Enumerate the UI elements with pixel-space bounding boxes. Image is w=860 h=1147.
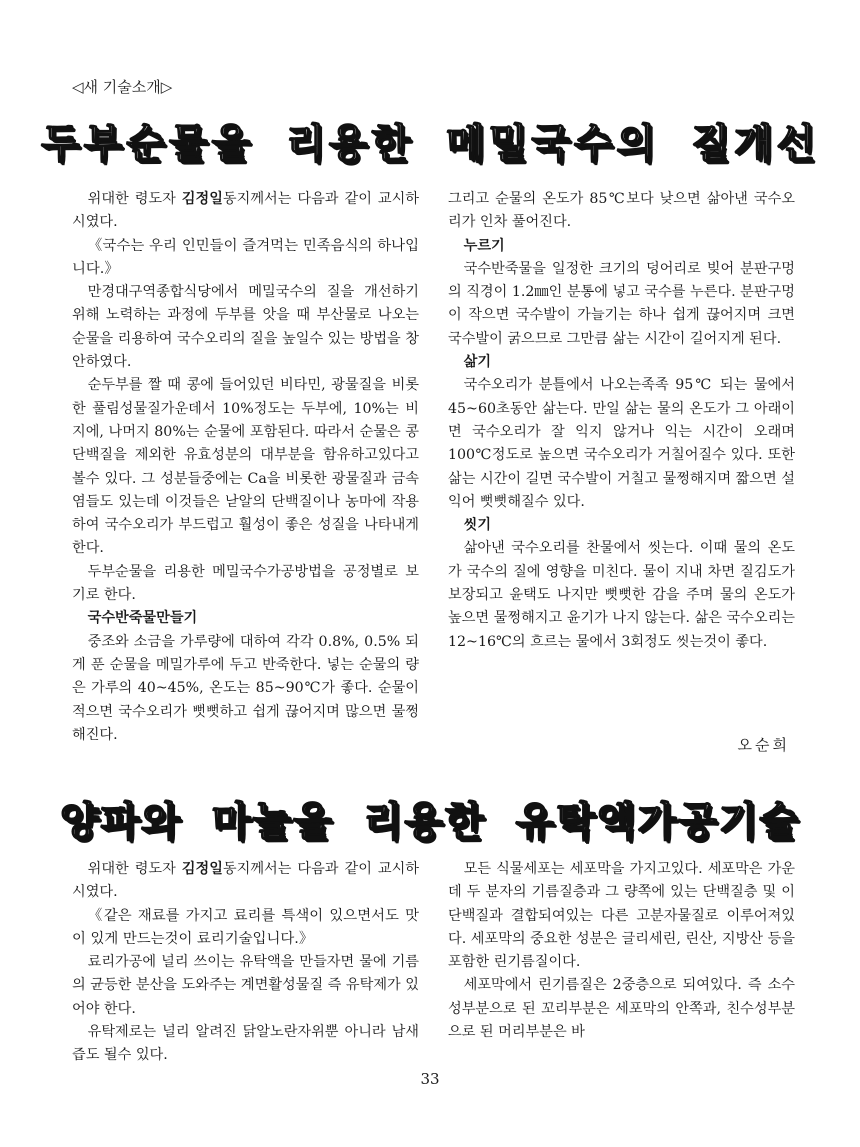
article1-title: 두부순물을 리용한 메밀국수의 질개선 — [40, 121, 820, 167]
paragraph — [72, 188, 419, 235]
text: 위대한 령도자 — [87, 191, 182, 207]
text: 동지께서는 다음과 같이 교시하시였다. — [72, 191, 419, 231]
article1-right-column — [448, 188, 795, 654]
leader-name: 김정일 — [181, 861, 223, 877]
paragraph: 순두부를 짤 때 콩에 들어있던 비타민, 광물질을 비롯한 풀림성물질가운데서 10%정도는 두부에, 10%는 비지에, 나머지 80%는 순물에 포함된다. 따라서 순물은 콩단백질을 제외한 유효성분의 대부분을 함유하고있다고 볼수 있다. 그 성분들중에는 Ca을 비롯한 광물질과 금속염들도 있는데 이것들은 낟알의 단백질이나 농마에 작용하여 국수오리가 부드럽고 훨성이 좋은 성질을 나타내게 한다. — [72, 377, 419, 557]
text: 위대한 령도자 — [87, 861, 182, 877]
subheading: 국수반죽물만들기 — [87, 610, 198, 627]
paragraph: 유탁제로는 널리 알려진 닭알노란자위뿐 아니라 남새즙도 될수 있다. — [72, 1024, 419, 1064]
page-number: 33 — [420, 1070, 440, 1088]
article2-right-column — [448, 858, 795, 1044]
paragraph: 료리가공에 널리 쓰이는 유탁액을 만들자면 물에 기름의 균등한 분산을 도와주는 계면활성물질 즉 유탁제가 있어야 한다. — [72, 954, 419, 1017]
paragraph: 그리고 순물의 온도가 85℃보다 낮으면 삶아낸 국수오리가 인차 풀어진다. — [448, 191, 795, 231]
paragraph: 삶아낸 국수오리를 찬물에서 씻는다. 이때 물의 온도가 국수의 질에 영향을 미친다. 물이 지내 차면 질김도가 보장되고 윤택도 나지만 뻣뻣한 감을 주며 물의 온도가 높으면 물쩡해지고 윤기가 나지 않는다. 삶은 국수오리는 12~16℃의 흐르는 물에서 3회정도 씻는것이 좋다. — [448, 540, 795, 650]
subheading: 씻기 — [463, 517, 492, 534]
paragraph: 국수오리가 분틀에서 나오는족족 95℃ 되는 물에서 45~60초동안 삶는다. 만일 삶는 물의 온도가 그 아래이면 국수오리가 잘 익지 않거나 익는 시간이 오래며 100℃정도로 높으면 국수오리가 거칠어질수 있다. 또한 삶는 시간이 길면 국수발이 거칠고 물쩡해지며 짧으면 설익어 뻣뻣해질수 있다. — [448, 377, 795, 510]
quote: 《국수는 우리 인민들이 즐겨먹는 민족음식의 하나입니다.》 — [72, 237, 419, 277]
author-name: 오순희 — [737, 736, 790, 754]
paragraph: 두부순물을 리용한 메밀국수가공방법을 공정별로 보기로 한다. — [72, 563, 419, 604]
leader-name: 김정일 — [181, 191, 223, 207]
paragraph: 세포막에서 린기름질은 2중층으로 되여있다. 즉 소수성부분으로 된 꼬리부분은 세포막의 안쪽과, 친수성부분으로 된 머리부분은 바 — [448, 977, 795, 1041]
subheading: 삶기 — [463, 354, 492, 371]
subheading: 누르기 — [463, 237, 505, 254]
article2-left-column — [72, 858, 419, 1068]
section-label: ◁새 기술소개▷ — [72, 78, 173, 96]
quote: 《같은 재료를 가지고 료리를 특색이 있으면서도 맛이 있게 만드는것이 료리기술입니다.》 — [72, 907, 419, 947]
article2-title: 양파와 마늘을 리용한 유탁액가공기술 — [59, 799, 801, 845]
paragraph — [72, 858, 419, 905]
text: 동지께서는 다음과 같이 교시하시였다. — [72, 861, 419, 901]
article1-left-column — [72, 188, 419, 747]
paragraph: 국수반죽물을 일정한 크기의 덩어리로 빚어 분판구멍의 직경이 1.2㎜인 분통에 넣고 국수를 누른다. 분판구멍이 작으면 국수발이 가늘기는 하나 쉽게 끊어지며 크면 국수발이 굵으므로 그만큼 삶는 시간이 길어지게 된다. — [448, 260, 795, 347]
paragraph: 만경대구역종합식당에서 메밀국수의 질을 개선하기 위해 노력하는 과정에 두부를 앗을 때 부산물로 나오는 순물을 리용하여 국수오리의 질을 높일수 있는 방법을 창안하였다. — [72, 284, 419, 371]
paragraph: 모든 식물세포는 세포막을 가지고있다. 세포막은 가운데 두 분자의 기름질층과 그 량쪽에 있는 단백질층 및 이 단백질과 결합되여있는 다른 고분자물질로 이루어져있다. 세포막의 중요한 성분은 글리세린, 린산, 지방산 등을 포함한 린기름질이다. — [448, 861, 795, 971]
paragraph: 중조와 소금을 가루량에 대하여 각각 0.8%, 0.5% 되게 푼 순물을 메밀가루에 두고 반죽한다. 넣는 순물의 량은 가루의 40~45%, 온도는 85~90℃가 좋다. 순물이 적으면 국수오리가 뻣뻣하고 쉽게 끊어지며 많으면 물쩡해진다. — [72, 633, 419, 743]
